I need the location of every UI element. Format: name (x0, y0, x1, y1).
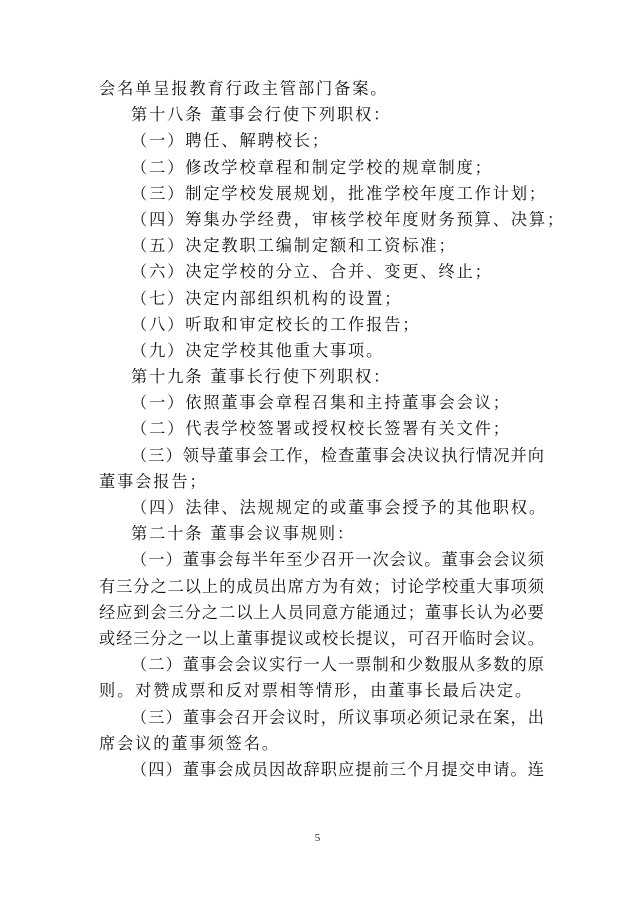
text-line: （三）董事会召开会议时，所议事项必须记录在案，出 (131, 707, 544, 727)
text-line: （二）董事会会议实行一人一票制和少数服从多数的原 (131, 655, 544, 675)
text-line: 董事会报告； (99, 471, 208, 491)
text-line: 第十八条 董事会行使下列职权： (131, 105, 392, 125)
text-line: （一）董事会每半年至少召开一次会议。董事会会议须 (131, 550, 544, 570)
text-line: （三）领导董事会工作，检查董事会决议执行情况并向 (131, 445, 544, 465)
text-line: （四）筹集办学经费，审核学校年度财务预算、决算； (131, 209, 566, 229)
text-line: （五）决定教职工编制定额和工资标准； (131, 236, 457, 256)
page-number: 5 (314, 832, 321, 844)
document-body (99, 76, 566, 783)
text-line: （六）决定学校的分立、合并、变更、终止； (131, 262, 493, 282)
text-line: （三）制定学校发展规划，批准学校年度工作计划； (131, 183, 548, 203)
text-line: （四）董事会成员因故辞职应提前三个月提交申请。连 (131, 759, 544, 779)
text-line: 会名单呈报教育行政主管部门备案。 (99, 79, 389, 98)
text-line: 则。对赞成票和反对票相等情形，由董事长最后决定。 (99, 681, 534, 701)
text-line: （二）修改学校章程和制定学校的规章制度； (131, 157, 493, 177)
text-line: （九）决定学校其他重大事项。 (131, 340, 385, 360)
text-line: （一）聘任、解聘校长； (131, 131, 330, 151)
text-line: 席会议的董事须签名。 (99, 733, 280, 753)
text-line: 第二十条 董事会议事规则： (131, 524, 356, 544)
text-line: 第十九条 董事长行使下列职权： (131, 367, 392, 387)
text-line: 或经三分之一以上董事提议或校长提议，可召开临时会议。 (99, 628, 544, 648)
text-line: （七）决定内部组织机构的设置； (131, 288, 403, 308)
text-line: （四）法律、法规规定的或董事会授予的其他职权。 (131, 498, 548, 517)
text-line: 有三分之二以上的成员出席方为有效；讨论学校重大事项须 (99, 576, 544, 596)
text-line: （二）代表学校签署或授权校长签署有关文件； (131, 419, 511, 439)
text-line: （一）依照董事会章程召集和主持董事会会议； (131, 393, 511, 413)
text-line: （八）听取和审定校长的工作报告； (131, 314, 421, 334)
text-line: 经应到会三分之二以上人员同意方能通过；董事长认为必要 (99, 602, 544, 622)
